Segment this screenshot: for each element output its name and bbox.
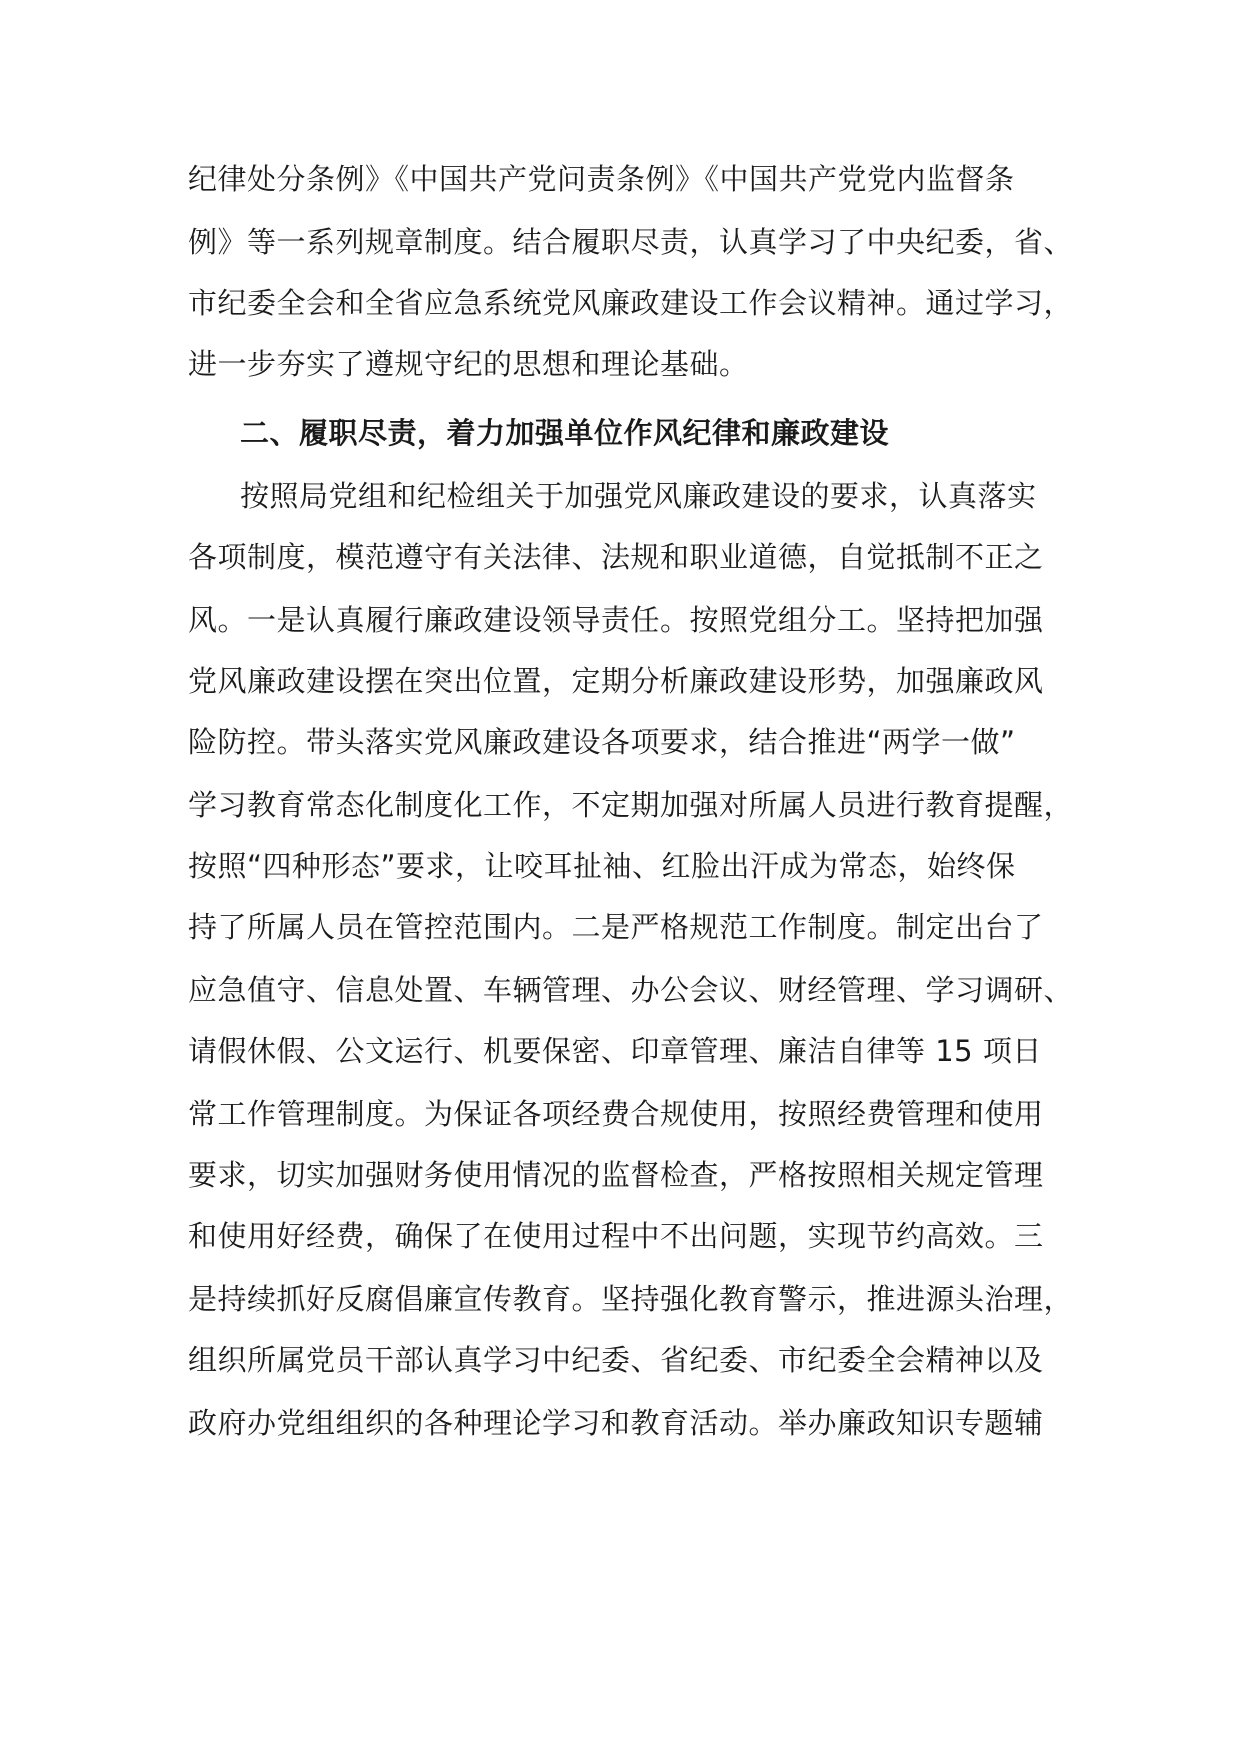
paragraph-2-line-3: 风。一是认真履行廉政建设领导责任。按照党组分工。坚持把加强	[188, 603, 1044, 637]
paragraph-2-line-8: 持了所属人员在管控范围内。二是严格规范工作制度。制定出台了	[188, 910, 1044, 944]
paragraph-2-line-7: 按照“四种形态”要求，让咬耳扯袖、红脸出汗成为常态，始终保	[188, 849, 1016, 883]
paragraph-2-line-12: 要求，切实加强财务使用情况的监督检查，严格按照相关规定管理	[188, 1158, 1044, 1192]
paragraph-2-line-5: 险防控。带头落实党风廉政建设各项要求，结合推进“两学一做”	[188, 725, 1016, 759]
paragraph-1-line-2: 例》等一系列规章制度。结合履职尽责，认真学习了中央纪委，省、	[188, 225, 1074, 259]
paragraph-2-line-13: 和使用好经费，确保了在使用过程中不出问题，实现节约高效。三	[188, 1219, 1044, 1253]
paragraph-2-line-15: 组织所属党员干部认真学习中纪委、省纪委、市纪委全会精神以及	[188, 1343, 1044, 1377]
paragraph-2-line-1: 按照局党组和纪检组关于加强党风廉政建设的要求，认真落实	[240, 479, 1037, 513]
paragraph-2-line-6: 学习教育常态化制度化工作，不定期加强对所属人员进行教育提醒，	[188, 788, 1074, 822]
paragraph-2-line-9: 应急值守、信息处置、车辆管理、办公会议、财经管理、学习调研、	[188, 973, 1074, 1007]
paragraph-2-line-2: 各项制度，模范遵守有关法律、法规和职业道德，自觉抵制不正之	[188, 540, 1044, 574]
paragraph-2-line-10: 请假休假、公文运行、机要保密、印章管理、廉洁自律等 15 项日	[188, 1034, 1042, 1068]
paragraph-1-line-1: 纪律处分条例》《中国共产党问责条例》《中国共产党党内监督条	[188, 162, 1015, 196]
paragraph-2-line-4: 党风廉政建设摆在突出位置，定期分析廉政建设形势，加强廉政风	[188, 664, 1044, 698]
paragraph-2-line-11: 常工作管理制度。为保证各项经费合规使用，按照经费管理和使用	[188, 1097, 1044, 1131]
paragraph-2-line-16: 政府办党组组织的各种理论学习和教育活动。举办廉政知识专题辅	[188, 1406, 1044, 1440]
paragraph-1-line-3: 市纪委全会和全省应急系统党风廉政建设工作会议精神。通过学习，	[188, 286, 1074, 320]
section-heading: 二、履职尽责，着力加强单位作风纪律和廉政建设	[240, 416, 890, 450]
paragraph-2-line-14: 是持续抓好反腐倡廉宣传教育。坚持强化教育警示，推进源头治理，	[188, 1282, 1074, 1316]
paragraph-1-line-4: 进一步夯实了遵规守纪的思想和理论基础。	[188, 347, 749, 381]
